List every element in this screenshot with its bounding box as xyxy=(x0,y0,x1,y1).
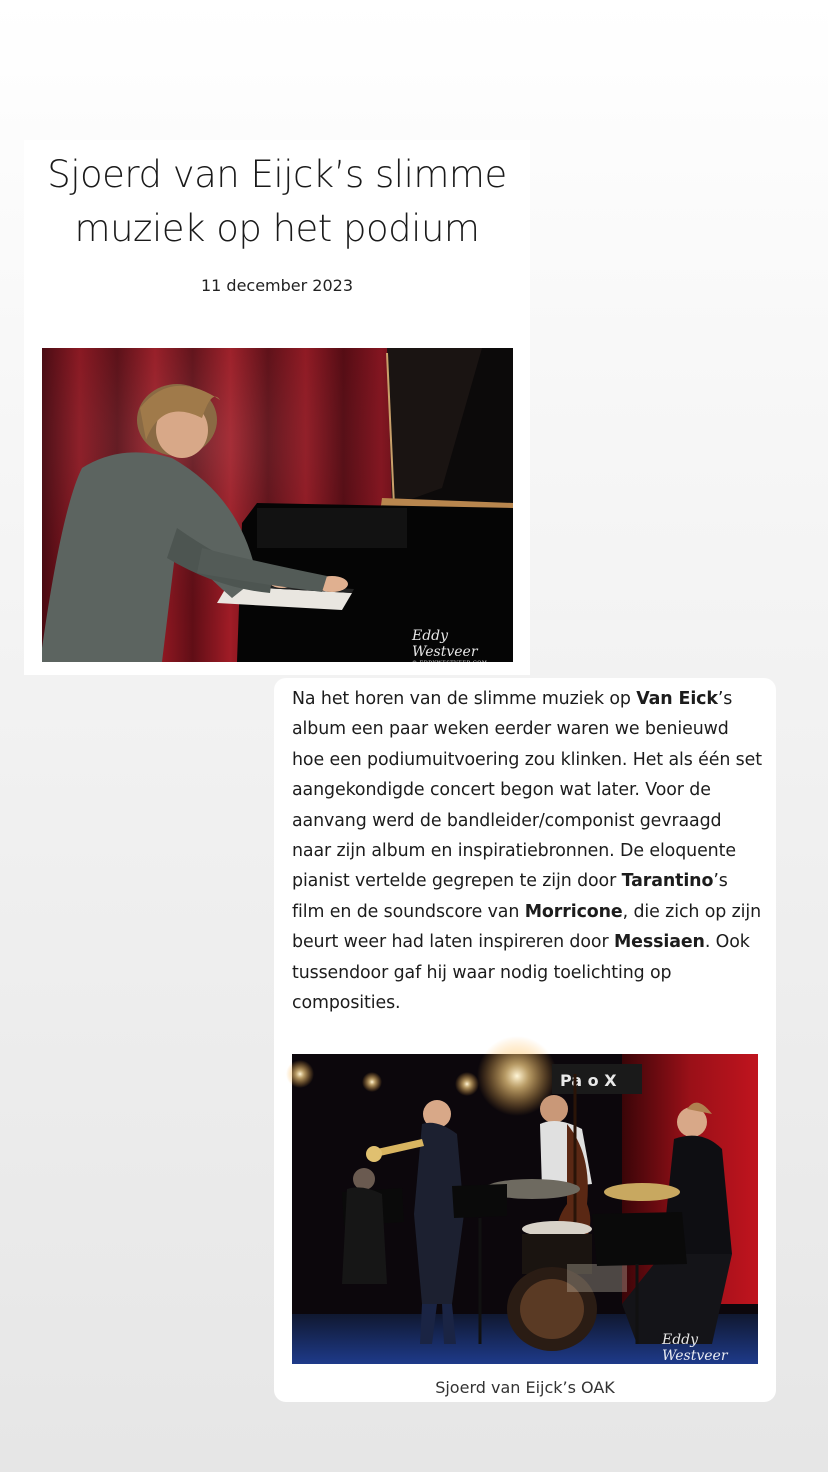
watermark-subtext: © EDDYWESTVEER.COM PHOTOGRAPHY xyxy=(662,1364,738,1376)
bold-name-morricone: Morricone xyxy=(524,901,623,922)
article-title xyxy=(24,148,530,256)
bold-name-van-eick: Van Eick xyxy=(636,689,718,709)
bold-name-tarantino: Tarantino xyxy=(621,871,714,892)
bold-name-messiaen: Messiaen xyxy=(613,932,705,953)
pianist-photo-illustration xyxy=(42,348,513,662)
band-photo-illustration xyxy=(292,1054,758,1364)
watermark-signature: Eddy Westveer xyxy=(412,628,478,660)
article-paragraph xyxy=(292,684,762,1018)
article-header-card xyxy=(24,140,530,675)
band-photo xyxy=(292,1054,758,1376)
photo-caption: Sjoerd van Eijck’s OAK xyxy=(435,1378,615,1397)
photo-watermark xyxy=(412,628,513,672)
article-date: 11 december 2023 xyxy=(200,276,354,295)
venue-banner-text: Pa o X xyxy=(560,1071,617,1090)
pianist-photo xyxy=(42,348,513,672)
watermark-subtext: © EDDYWESTVEER.COM PHOTOGRAPHY xyxy=(412,660,488,672)
photo-watermark xyxy=(662,1332,758,1376)
paragraph-text-1: Na het horen van de slimme muziek op xyxy=(292,689,637,709)
article-body-card xyxy=(274,678,776,1402)
paragraph-text-2: ’s album een paar weken eerder waren we benieuwd hoe een podiumuitvoering zou klinken. Het als één set aangekondigde concert begon wat later. Voor de aanvang werd de bandleider/componist gevraagd naar zijn album en inspiratiebronnen. De eloquente pianist vertelde gegrepen te zijn door xyxy=(292,689,762,892)
paragraph-text-4: , die zich op zijn beurt weer had laten inspireren door xyxy=(292,901,762,953)
article-title-line-1: Sjoerd van Eijck’s slimme xyxy=(47,153,507,196)
paragraph-text-5: . Ook tussendoor gaf hij waar nodig toelichting op composities. xyxy=(292,932,750,1014)
paragraph-text-3: ’s film en de soundscore van xyxy=(292,871,728,922)
article-title-line-2: muziek op het podium xyxy=(74,207,480,250)
watermark-signature: Eddy Westveer xyxy=(662,1332,728,1364)
